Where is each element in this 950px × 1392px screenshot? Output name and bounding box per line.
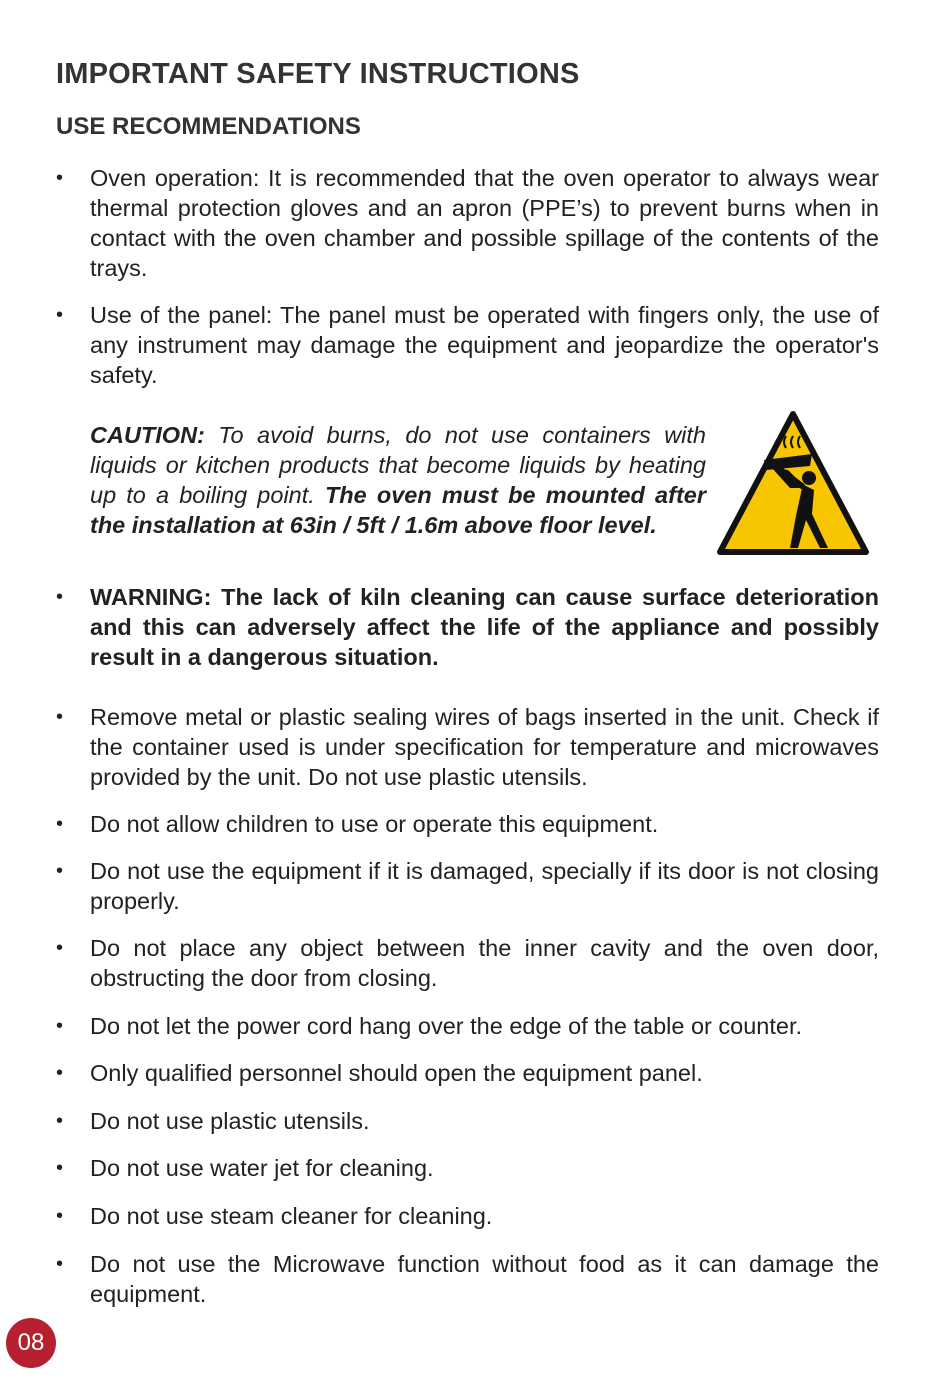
item-text: Do not use water jet for cleaning. <box>90 1155 434 1181</box>
item-text: Do not use the equipment if it is damaged, specially if its door is not closing properly. <box>90 858 879 914</box>
item-text: Do not place any object between the inner cavity and the oven door, obstructing the door from closing. <box>90 935 879 991</box>
section-title: USE RECOMMENDATIONS <box>56 113 361 140</box>
list-item <box>56 582 879 672</box>
bullet: • <box>56 1110 64 1132</box>
hot-hazard-warning-icon <box>716 408 870 562</box>
bullet: • <box>56 586 64 608</box>
list-item <box>56 702 879 792</box>
bullet: • <box>56 813 64 835</box>
item-text: Do not let the power cord hang over the edge of the table or counter. <box>90 1013 802 1039</box>
bullet: • <box>56 167 64 189</box>
item-text: Oven operation: It is recommended that the oven operator to always wear thermal protection gloves and an apron (PPE’s) to prevent burns when in contact with the oven chamber and possible spillage of the contents of the trays. <box>90 165 879 281</box>
item-text: Remove metal or plastic sealing wires of bags inserted in the unit. Check if the container used is under specification for temperature and microwaves provided by the unit. Do not use plastic utensils. <box>90 704 879 790</box>
list-item <box>56 1058 879 1088</box>
list-item <box>56 856 879 916</box>
bullet: • <box>56 1205 64 1227</box>
bullet: • <box>56 1253 64 1275</box>
item-text: Use of the panel: The panel must be operated with fingers only, the use of any instrument may damage the equipment and jeopardize the operator's safety. <box>90 302 879 388</box>
item-text: Do not use steam cleaner for cleaning. <box>90 1203 493 1229</box>
caution-text: To avoid burns, do not use containers with liquids or kitchen products that become liquids by heating up to a boiling point. <box>90 422 706 508</box>
page-number-badge: 08 <box>6 1318 56 1368</box>
caution-note <box>90 420 706 540</box>
bullet: • <box>56 304 64 326</box>
list-item <box>56 933 879 993</box>
list-item <box>56 300 879 390</box>
list-item <box>56 163 879 283</box>
item-text: Do not allow children to use or operate this equipment. <box>90 811 659 837</box>
list-item <box>56 1249 879 1309</box>
bullet: • <box>56 1157 64 1179</box>
item-text: Do not use plastic utensils. <box>90 1108 370 1134</box>
bullet: • <box>56 1062 64 1084</box>
list-item <box>56 809 879 839</box>
list-item <box>56 1201 879 1231</box>
bullet: • <box>56 1015 64 1037</box>
caution-label: CAUTION: <box>90 422 205 448</box>
list-item <box>56 1011 879 1041</box>
item-text: Do not use the Microwave function without food as it can damage the equipment. <box>90 1251 879 1307</box>
list-item <box>56 1153 879 1183</box>
bullet: • <box>56 706 64 728</box>
page-title: IMPORTANT SAFETY INSTRUCTIONS <box>56 58 580 90</box>
caution-bold-text: The oven must be mounted after the installation at 63in / 5ft / 1.6m above floor level. <box>90 482 706 538</box>
warning-text: WARNING: The lack of kiln cleaning can cause surface deterioration and this can adversely affect the life of the appliance and possibly result in a dangerous situation. <box>90 584 879 670</box>
bullet: • <box>56 937 64 959</box>
item-text: Only qualified personnel should open the equipment panel. <box>90 1060 703 1086</box>
list-item <box>56 1106 879 1136</box>
bullet: • <box>56 860 64 882</box>
